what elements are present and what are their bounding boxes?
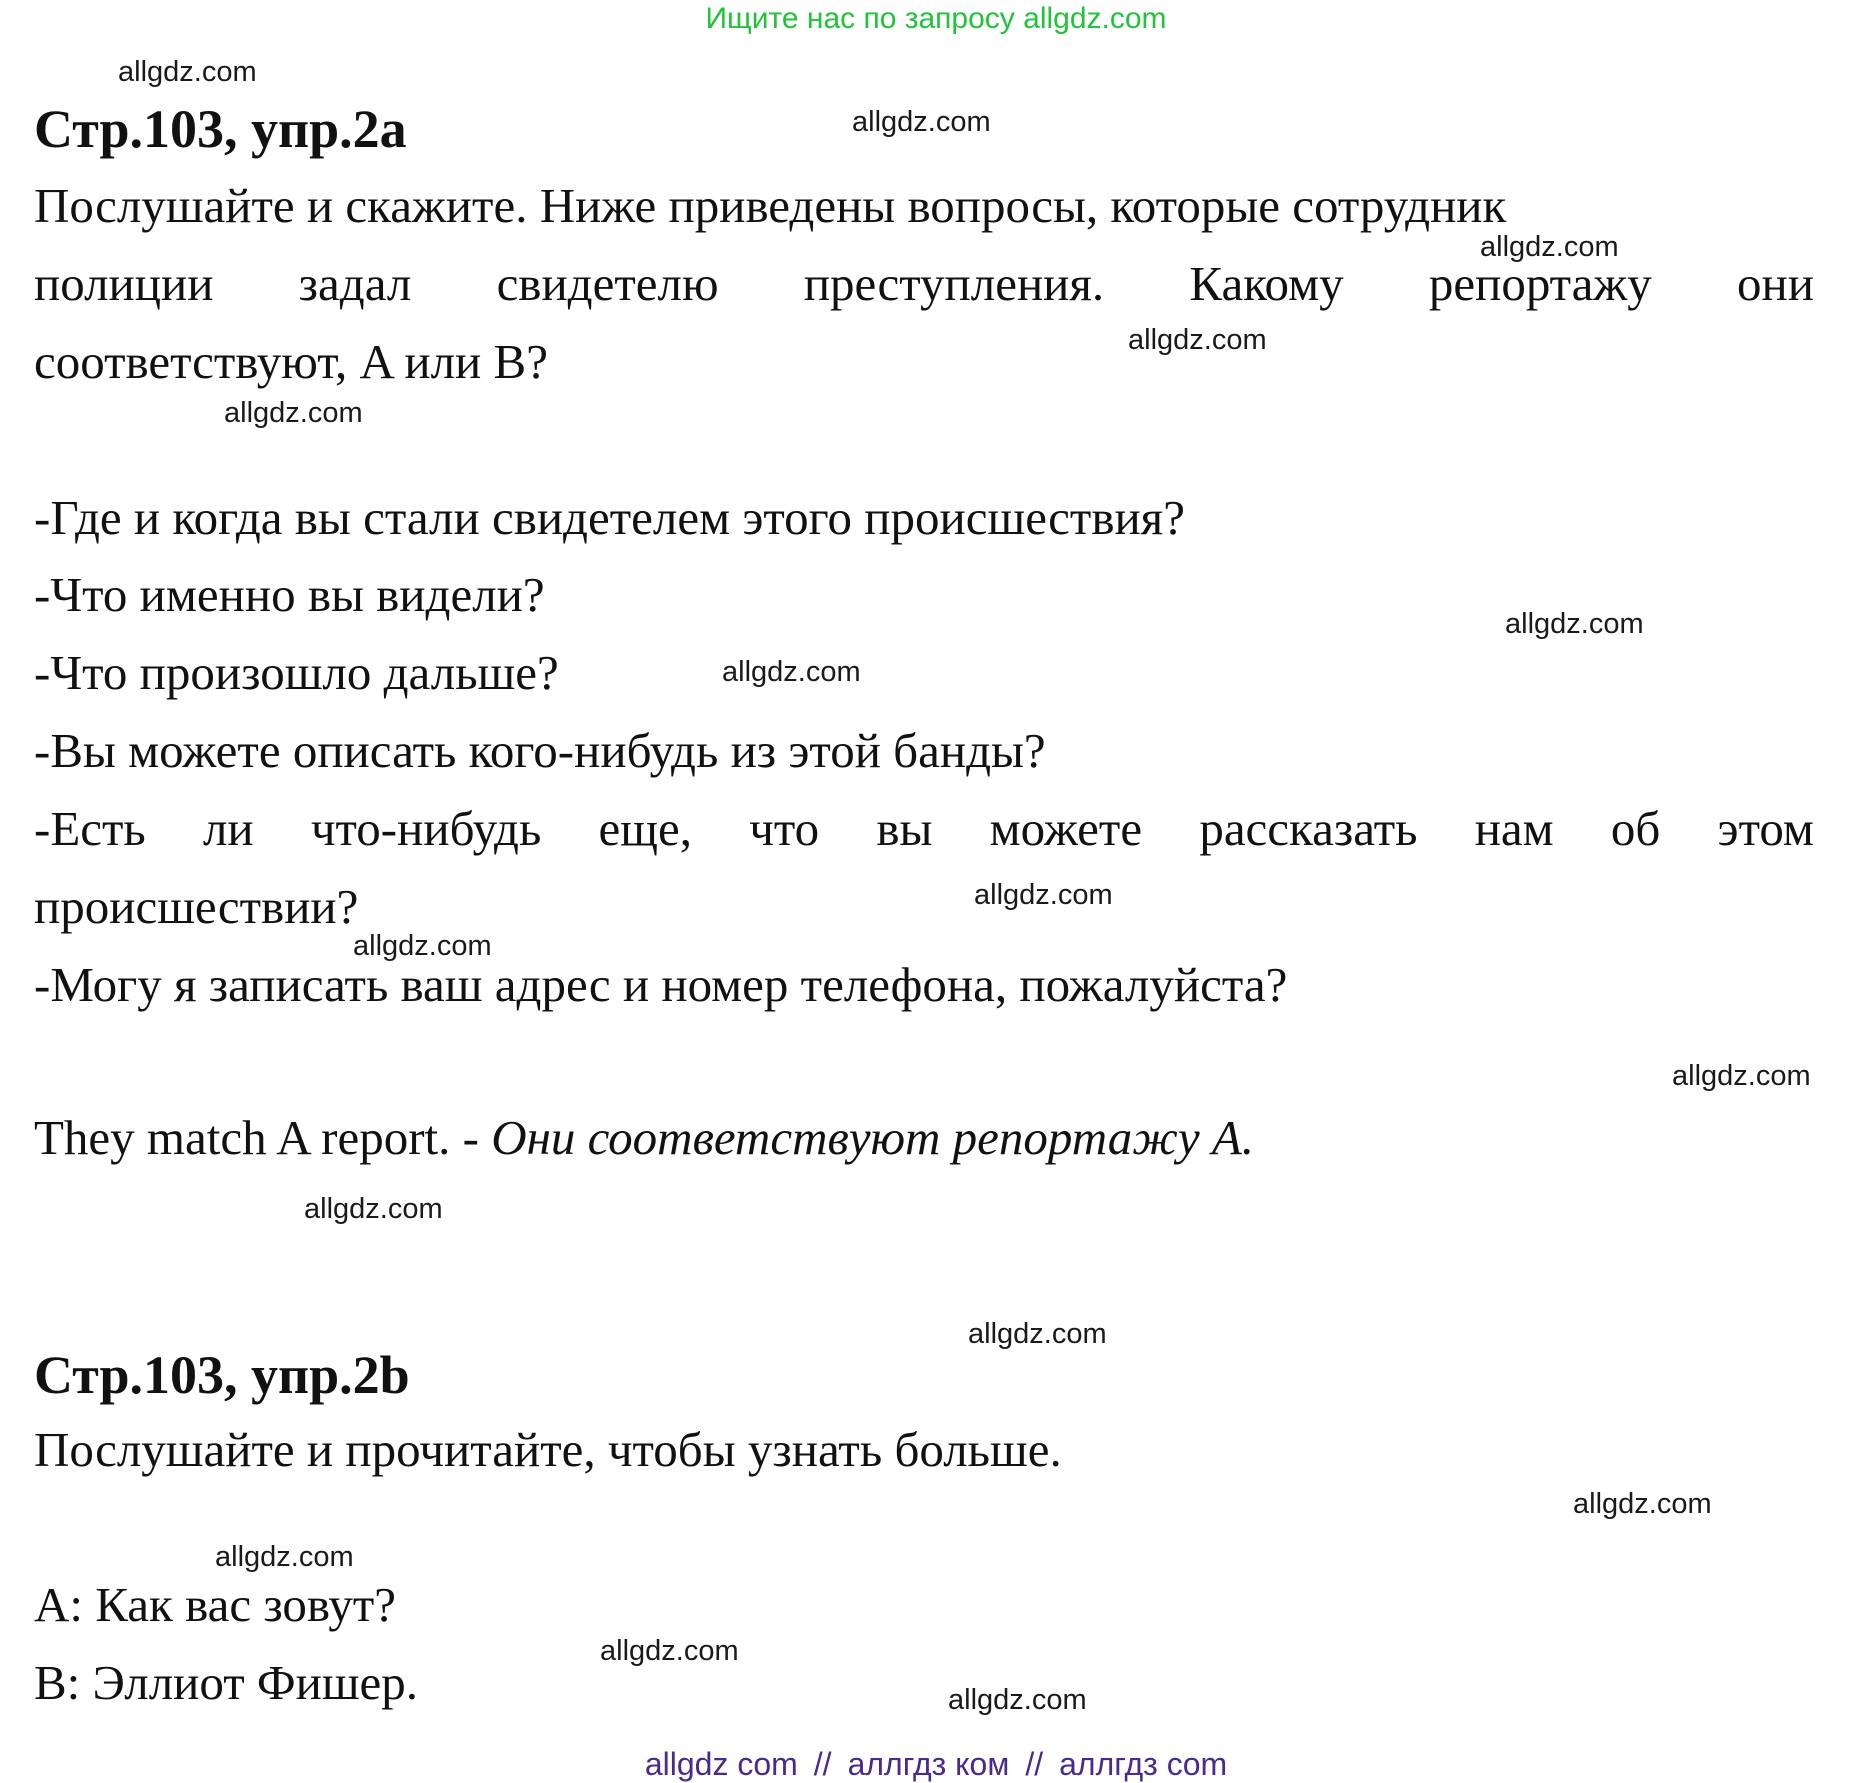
- answer-english: They match A report. -: [34, 1110, 492, 1165]
- word: они: [1737, 256, 1814, 311]
- watermark: allgdz.com: [1480, 231, 1619, 263]
- word: об: [1610, 801, 1661, 856]
- word: ли: [202, 801, 254, 856]
- word: еще,: [598, 801, 693, 856]
- dialogue-line: B: Эллиот Фишер.: [34, 1655, 419, 1710]
- footer-link[interactable]: аллгдз com: [1059, 1746, 1228, 1782]
- question-line: -Что именно вы видели?: [34, 567, 545, 622]
- watermark: allgdz.com: [1672, 1060, 1811, 1092]
- word: репортажу: [1428, 256, 1652, 311]
- watermark: allgdz.com: [118, 56, 257, 88]
- watermark: allgdz.com: [353, 930, 492, 962]
- footer-links: [0, 1746, 1872, 1783]
- word: что: [749, 801, 820, 856]
- answer-line: [34, 1110, 1255, 1165]
- footer-separator: //: [1025, 1746, 1044, 1782]
- word: задал: [298, 256, 412, 311]
- watermark: allgdz.com: [215, 1541, 354, 1573]
- word: что-нибудь: [310, 801, 542, 856]
- dialogue-line: A: Как вас зовут?: [34, 1577, 397, 1632]
- watermark: allgdz.com: [968, 1318, 1107, 1350]
- footer-separator: //: [813, 1746, 832, 1782]
- instruction-line: Послушайте и прочитайте, чтобы узнать больше.: [34, 1422, 1062, 1477]
- watermark: allgdz.com: [1128, 324, 1267, 356]
- footer-link[interactable]: allgdz com: [644, 1746, 798, 1782]
- watermark: allgdz.com: [224, 397, 363, 429]
- watermark: allgdz.com: [600, 1635, 739, 1667]
- word: преступления.: [803, 256, 1105, 311]
- watermark: allgdz.com: [1573, 1488, 1712, 1520]
- answer-russian: Они соответствуют репортажу A.: [491, 1110, 1255, 1165]
- word: можете: [989, 801, 1143, 856]
- word: вы: [876, 801, 933, 856]
- question-line: происшествии?: [34, 879, 359, 934]
- watermark: allgdz.com: [1505, 608, 1644, 640]
- question-line: [34, 801, 1814, 856]
- watermark: allgdz.com: [974, 879, 1113, 911]
- watermark: allgdz.com: [304, 1193, 443, 1225]
- instruction-line: Послушайте и скажите. Ниже приведены вопросы, которые сотрудник: [34, 178, 1507, 233]
- watermark: allgdz.com: [722, 656, 861, 688]
- question-line: -Могу я записать ваш адрес и номер телефона, пожалуйста?: [34, 957, 1288, 1012]
- word: нам: [1474, 801, 1554, 856]
- word: -Есть: [34, 801, 146, 856]
- watermark: allgdz.com: [948, 1684, 1087, 1716]
- instruction-line: соответствуют, A или B?: [34, 334, 548, 389]
- watermark: allgdz.com: [852, 106, 991, 138]
- word: свидетелю: [496, 256, 719, 311]
- top-banner[interactable]: Ищите нас по запросу allgdz.com: [705, 2, 1167, 35]
- instruction-line: [34, 256, 1814, 311]
- footer-link[interactable]: аллгдз ком: [847, 1746, 1010, 1782]
- word: этом: [1717, 801, 1814, 856]
- exercise-heading-2b: Стр.103, упр.2b: [34, 1345, 410, 1405]
- question-line: -Вы можете описать кого-нибудь из этой банды?: [34, 723, 1046, 778]
- word: Какому: [1189, 256, 1344, 311]
- word: полиции: [34, 256, 214, 311]
- word: рассказать: [1199, 801, 1418, 856]
- question-line: -Где и когда вы стали свидетелем этого происшествия?: [34, 490, 1185, 545]
- exercise-heading-2a: Стр.103, упр.2a: [34, 99, 407, 159]
- question-line: -Что произошло дальше?: [34, 645, 559, 700]
